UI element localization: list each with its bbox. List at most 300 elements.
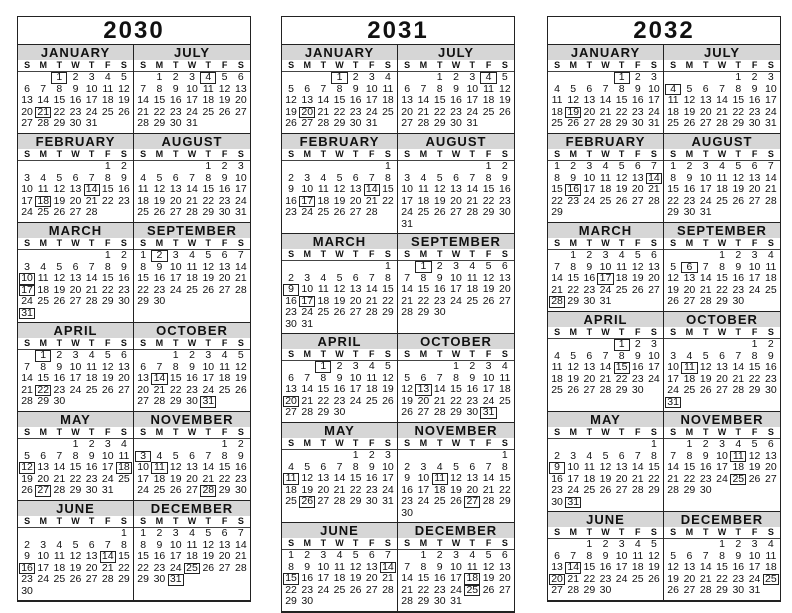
- day-cell: 8: [586, 549, 593, 562]
- month-june: [282, 523, 398, 612]
- month-november: [134, 412, 250, 501]
- weekday-label: T: [56, 60, 63, 70]
- weekday-label: T: [436, 538, 443, 548]
- month-may: [18, 412, 134, 501]
- day-cell: 30: [69, 117, 82, 129]
- month-name: AUGUST: [398, 134, 514, 149]
- day-cell: 28: [37, 117, 50, 129]
- weekday-label: F: [751, 149, 758, 159]
- day-cell: 8: [735, 82, 742, 95]
- day-cell: 6: [172, 171, 179, 184]
- day-cell: 21: [699, 283, 712, 296]
- holiday-day: 18: [35, 196, 51, 208]
- blank-cell: [399, 361, 415, 373]
- day-cell: 10: [169, 260, 182, 273]
- day-cell: 27: [765, 472, 777, 485]
- weekday-label: F: [635, 238, 641, 248]
- day-cell: 17: [765, 94, 777, 106]
- holiday-day: 4: [665, 84, 681, 96]
- day-grid: [282, 161, 397, 221]
- day-cell: 3: [469, 71, 476, 83]
- weekday-label: T: [618, 60, 625, 70]
- day-cell: 12: [69, 550, 82, 562]
- day-cell: 23: [567, 194, 580, 207]
- day-cell: 29: [615, 117, 628, 129]
- weekday-header: [18, 516, 133, 528]
- day-cell: 2: [586, 249, 593, 261]
- weekday-label: M: [419, 60, 428, 70]
- holiday-day: 20: [283, 396, 299, 408]
- day-cell: 24: [450, 583, 462, 596]
- day-cell: 18: [218, 372, 231, 384]
- day-cell: 24: [667, 384, 679, 396]
- day-cell: 15: [716, 272, 728, 284]
- weekday-label: S: [237, 427, 244, 437]
- month-september: [664, 223, 780, 312]
- day-cell: 27: [301, 117, 314, 129]
- day-cell: 28: [137, 117, 149, 129]
- blank-cell: [614, 439, 630, 451]
- day-cell: 11: [53, 550, 65, 562]
- day-cell: 20: [317, 483, 330, 496]
- day-cell: 27: [317, 495, 330, 507]
- day-cell: 2: [404, 460, 411, 473]
- day-cell: 2: [156, 527, 163, 539]
- day-cell: 12: [218, 82, 231, 95]
- day-cell: 26: [732, 194, 745, 207]
- day-cell: 5: [120, 71, 127, 83]
- weekday-label: T: [352, 249, 359, 259]
- month-name: APRIL: [548, 312, 663, 327]
- day-cell: 31: [382, 495, 394, 507]
- day-grid: [398, 450, 514, 521]
- weekday-label: F: [105, 60, 111, 70]
- day-cell: 9: [336, 371, 343, 384]
- day-cell: 12: [333, 283, 346, 295]
- day-cell: 18: [716, 183, 728, 195]
- day-cell: 9: [602, 549, 609, 562]
- weekday-label: W: [187, 338, 197, 348]
- month-march: [548, 223, 664, 312]
- day-cell: 30: [235, 484, 247, 496]
- day-cell: 27: [748, 194, 761, 207]
- day-cell: 6: [288, 371, 294, 384]
- day-cell: 20: [401, 105, 413, 118]
- weekday-label: T: [469, 249, 476, 259]
- day-cell: 28: [732, 384, 745, 396]
- day-cell: 13: [765, 449, 777, 462]
- weekday-label: S: [650, 427, 657, 437]
- day-cell: 24: [466, 105, 479, 118]
- day-cell: 16: [599, 561, 612, 573]
- day-cell: 12: [683, 94, 696, 106]
- blank-cell: [630, 439, 646, 451]
- day-cell: 26: [567, 117, 580, 129]
- day-cell: 15: [349, 472, 362, 484]
- weekday-label: T: [88, 427, 95, 437]
- month-name: MARCH: [18, 223, 133, 238]
- holiday-day: 25: [184, 563, 200, 575]
- month-name: JANUARY: [548, 45, 663, 60]
- day-cell: 26: [69, 573, 82, 585]
- day-cell: 26: [202, 561, 215, 574]
- day-cell: 18: [433, 483, 446, 496]
- weekday-label: T: [320, 538, 327, 548]
- day-cell: 24: [450, 294, 462, 307]
- weekday-label: M: [155, 149, 164, 159]
- day-cell: 21: [137, 105, 149, 118]
- month-name: JULY: [398, 45, 514, 60]
- weekday-label: T: [320, 438, 327, 448]
- day-cell: 3: [304, 171, 311, 184]
- holiday-day: 2: [151, 250, 167, 262]
- day-cell: 8: [618, 82, 625, 95]
- day-cell: 26: [482, 294, 495, 307]
- day-cell: 18: [317, 294, 330, 307]
- day-cell: 17: [85, 94, 98, 106]
- day-cell: 13: [218, 260, 231, 273]
- day-cell: 3: [618, 538, 625, 550]
- day-cell: 15: [53, 94, 66, 106]
- day-grid: [398, 72, 514, 132]
- weekday-label: S: [404, 349, 411, 359]
- month-name: MAY: [282, 423, 397, 438]
- day-cell: 11: [37, 272, 49, 284]
- month-name: AUGUST: [134, 134, 250, 149]
- day-cell: 23: [69, 105, 82, 118]
- day-cell: 25: [433, 495, 446, 507]
- day-cell: 28: [599, 384, 612, 396]
- day-cell: 13: [301, 94, 314, 106]
- weekday-label: M: [39, 516, 47, 526]
- weekday-label: T: [735, 60, 742, 70]
- day-cell: 30: [765, 384, 777, 396]
- day-cell: 2: [735, 249, 742, 261]
- day-cell: 13: [583, 361, 596, 373]
- day-cell: 30: [186, 395, 198, 407]
- day-cell: 3: [650, 71, 657, 83]
- day-cell: 6: [352, 171, 359, 184]
- blank-cell: [67, 528, 83, 540]
- day-cell: 14: [551, 272, 563, 284]
- day-cell: 1: [570, 249, 577, 261]
- day-cell: 7: [320, 82, 327, 95]
- day-cell: 27: [683, 584, 696, 596]
- weekday-label: W: [451, 349, 461, 359]
- day-cell: 17: [583, 183, 596, 195]
- day-cell: 29: [567, 295, 580, 307]
- month-april: [282, 334, 398, 423]
- day-cell: 6: [586, 349, 593, 362]
- month-february: [18, 134, 134, 223]
- day-cell: 7: [404, 560, 411, 573]
- day-cell: 30: [301, 595, 314, 607]
- blank-cell: [135, 439, 151, 451]
- weekday-label: T: [469, 149, 476, 159]
- day-cell: 4: [554, 82, 560, 95]
- day-cell: 6: [304, 82, 311, 95]
- day-cell: 12: [301, 472, 314, 484]
- blank-cell: [331, 450, 347, 462]
- weekday-label: T: [88, 338, 95, 348]
- holiday-day: 6: [681, 262, 697, 274]
- blank-cell: [581, 439, 597, 451]
- day-cell: 15: [218, 461, 231, 473]
- day-cell: 22: [716, 283, 728, 296]
- weekday-label: T: [469, 538, 476, 548]
- day-cell: 16: [301, 572, 314, 584]
- day-cell: 26: [349, 583, 362, 596]
- day-cell: 3: [368, 71, 375, 83]
- day-grid: [134, 161, 250, 221]
- day-cell: 31: [450, 595, 462, 607]
- day-cell: 7: [56, 449, 63, 462]
- day-cell: 18: [37, 283, 50, 296]
- day-cell: 3: [485, 360, 492, 372]
- day-cell: 9: [634, 82, 641, 95]
- day-cell: 14: [401, 572, 413, 584]
- holiday-day: 4: [200, 72, 216, 84]
- day-cell: 29: [499, 495, 511, 507]
- holiday-day: 9: [549, 462, 565, 474]
- day-cell: 27: [631, 194, 644, 207]
- weekday-label: M: [155, 427, 164, 437]
- day-cell: 16: [333, 383, 346, 395]
- weekday-label: M: [685, 238, 694, 248]
- day-cell: 11: [202, 82, 214, 95]
- day-cell: 15: [748, 361, 761, 373]
- day-cell: 2: [352, 71, 359, 83]
- day-cell: 14: [317, 94, 330, 106]
- day-cell: 18: [551, 105, 563, 118]
- day-cell: 29: [137, 573, 149, 585]
- day-cell: 12: [169, 461, 182, 473]
- day-cell: 27: [450, 206, 462, 218]
- day-cell: 9: [570, 171, 577, 184]
- day-cell: 21: [765, 183, 777, 195]
- weekday-label: F: [485, 249, 492, 259]
- weekday-label: W: [451, 438, 461, 448]
- day-cell: 19: [648, 561, 660, 573]
- day-cell: 13: [615, 461, 628, 473]
- month-september: [398, 234, 514, 334]
- weekday-label: S: [767, 527, 774, 537]
- day-cell: 18: [631, 561, 644, 573]
- day-cell: 4: [288, 460, 294, 473]
- day-cell: 3: [702, 160, 709, 172]
- day-cell: 22: [551, 194, 563, 207]
- weekday-label: F: [369, 438, 375, 448]
- day-cell: 22: [218, 472, 231, 485]
- day-cell: 23: [285, 306, 297, 318]
- day-cell: 10: [349, 371, 362, 384]
- day-cell: 10: [317, 560, 330, 573]
- weekday-label: T: [702, 527, 709, 537]
- day-cell: 23: [21, 573, 33, 585]
- weekday-label: W: [601, 427, 610, 437]
- day-cell: 10: [169, 538, 182, 551]
- weekday-label: S: [384, 538, 391, 548]
- month-name: FEBRUARY: [18, 134, 133, 149]
- month-name: AUGUST: [664, 134, 780, 149]
- blank-cell: [135, 161, 151, 173]
- day-cell: 24: [169, 283, 182, 296]
- weekday-header: [398, 438, 514, 450]
- day-cell: 14: [716, 94, 728, 106]
- day-cell: 21: [317, 105, 330, 118]
- day-cell: 21: [53, 472, 66, 485]
- day-cell: 23: [732, 283, 745, 296]
- day-cell: 15: [101, 272, 114, 284]
- day-cell: 25: [53, 573, 66, 585]
- day-cell: 2: [602, 538, 609, 550]
- day-cell: 31: [101, 484, 114, 496]
- day-cell: 24: [101, 472, 114, 485]
- day-cell: 11: [483, 82, 495, 95]
- day-cell: 31: [699, 206, 712, 218]
- day-cell: 31: [748, 584, 761, 596]
- day-cell: 28: [153, 395, 166, 407]
- day-cell: 11: [102, 82, 114, 95]
- day-cell: 9: [436, 271, 443, 284]
- blank-cell: [299, 450, 315, 462]
- day-cell: 22: [349, 483, 362, 496]
- day-cell: 15: [667, 183, 679, 195]
- day-cell: 29: [667, 206, 679, 218]
- day-cell: 22: [615, 372, 628, 385]
- day-cell: 30: [450, 117, 462, 129]
- weekday-label: S: [767, 60, 774, 70]
- blank-cell: [681, 250, 697, 262]
- day-cell: 30: [732, 295, 745, 307]
- weekday-label: M: [155, 338, 164, 348]
- day-cell: 9: [221, 171, 228, 184]
- day-cell: 15: [732, 94, 745, 106]
- day-cell: 11: [186, 538, 198, 551]
- blank-cell: [348, 161, 364, 173]
- weekday-label: W: [335, 349, 344, 359]
- day-cell: 19: [699, 372, 712, 385]
- day-cell: 14: [482, 472, 495, 484]
- day-grid: [398, 550, 514, 610]
- day-cell: 13: [499, 271, 511, 284]
- day-cell: 24: [21, 295, 33, 307]
- day-cell: 8: [485, 171, 492, 184]
- day-cell: 21: [599, 105, 612, 118]
- day-grid: [134, 72, 250, 132]
- month-name: JUNE: [282, 523, 397, 538]
- blank-cell: [565, 72, 581, 84]
- day-cell: 7: [602, 82, 609, 95]
- day-cell: 20: [748, 183, 761, 195]
- day-cell: 11: [551, 361, 563, 373]
- day-cell: 24: [37, 573, 50, 585]
- blank-cell: [51, 439, 67, 451]
- day-cell: 11: [600, 171, 611, 184]
- month-name: DECEMBER: [398, 523, 514, 538]
- weekday-label: F: [485, 149, 492, 159]
- day-cell: 8: [686, 449, 693, 462]
- holiday-day: 1: [614, 72, 630, 84]
- month-name: OCTOBER: [664, 312, 780, 327]
- blank-cell: [681, 539, 697, 551]
- day-cell: 19: [667, 283, 679, 296]
- weekday-label: S: [554, 327, 561, 337]
- blank-cell: [665, 439, 681, 451]
- day-cell: 29: [317, 406, 330, 418]
- day-cell: 13: [466, 472, 479, 484]
- weekday-label: S: [140, 238, 147, 248]
- weekday-label: W: [71, 516, 80, 526]
- day-cell: 22: [317, 394, 330, 407]
- day-cell: 29: [137, 295, 149, 307]
- day-cell: 24: [716, 472, 728, 485]
- day-cell: 12: [482, 271, 495, 284]
- day-cell: 28: [648, 194, 660, 207]
- day-cell: 8: [570, 260, 577, 273]
- weekday-label: T: [172, 338, 179, 348]
- day-cell: 13: [218, 538, 231, 551]
- weekday-label: T: [702, 427, 709, 437]
- day-cell: 26: [615, 194, 628, 207]
- blank-cell: [399, 261, 415, 273]
- day-cell: 9: [634, 349, 641, 362]
- day-cell: 7: [140, 82, 147, 95]
- day-cell: 20: [137, 383, 149, 396]
- weekday-label: W: [451, 60, 461, 70]
- day-cell: 25: [716, 194, 728, 207]
- weekday-label: T: [469, 349, 476, 359]
- day-cell: 21: [21, 383, 33, 396]
- day-cell: 2: [189, 349, 195, 361]
- day-cell: 17: [349, 383, 362, 395]
- day-cell: 8: [453, 371, 459, 384]
- blank-cell: [19, 350, 35, 362]
- day-cell: 5: [602, 449, 609, 462]
- day-cell: 29: [349, 495, 362, 507]
- day-cell: 10: [716, 449, 728, 462]
- day-grid: [664, 250, 780, 310]
- month-name: DECEMBER: [664, 512, 780, 527]
- day-cell: 2: [72, 71, 79, 83]
- day-cell: 20: [716, 372, 728, 385]
- day-cell: 22: [118, 561, 130, 574]
- day-cell: 11: [219, 360, 231, 373]
- day-cell: 29: [153, 117, 166, 129]
- day-cell: 27: [285, 406, 297, 418]
- weekday-label: W: [71, 149, 80, 159]
- day-cell: 30: [499, 206, 511, 218]
- day-cell: 9: [767, 349, 774, 362]
- month-july: [134, 45, 250, 134]
- month-january: [548, 45, 664, 134]
- day-cell: 6: [650, 249, 657, 261]
- holiday-day: 28: [200, 485, 216, 497]
- day-cell: 15: [716, 561, 728, 573]
- day-cell: 29: [118, 573, 130, 585]
- day-cell: 4: [320, 271, 327, 284]
- blank-cell: [35, 250, 51, 262]
- day-cell: 14: [235, 260, 247, 273]
- day-cell: 20: [349, 194, 362, 207]
- day-cell: 26: [699, 384, 712, 396]
- day-cell: 25: [85, 383, 98, 396]
- weekday-label: F: [105, 516, 111, 526]
- day-cell: 21: [482, 483, 495, 496]
- day-cell: 8: [140, 538, 147, 551]
- day-cell: 28: [382, 583, 394, 596]
- day-cell: 19: [349, 572, 362, 584]
